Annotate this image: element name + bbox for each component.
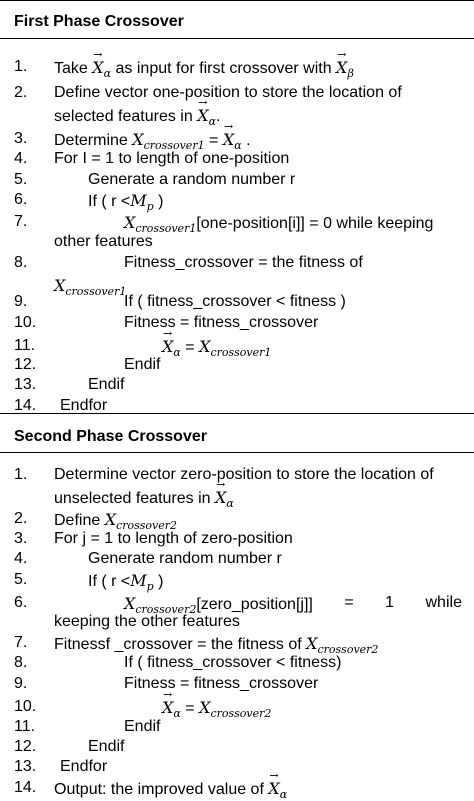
section-title-second: Second Phase Crossover	[14, 428, 207, 445]
rule-under-first-title	[0, 38, 474, 39]
rule-between-sections	[0, 413, 474, 414]
section-title-first: First Phase Crossover	[14, 13, 184, 30]
top-rule	[0, 0, 474, 1]
rule-under-second-title	[0, 452, 474, 453]
